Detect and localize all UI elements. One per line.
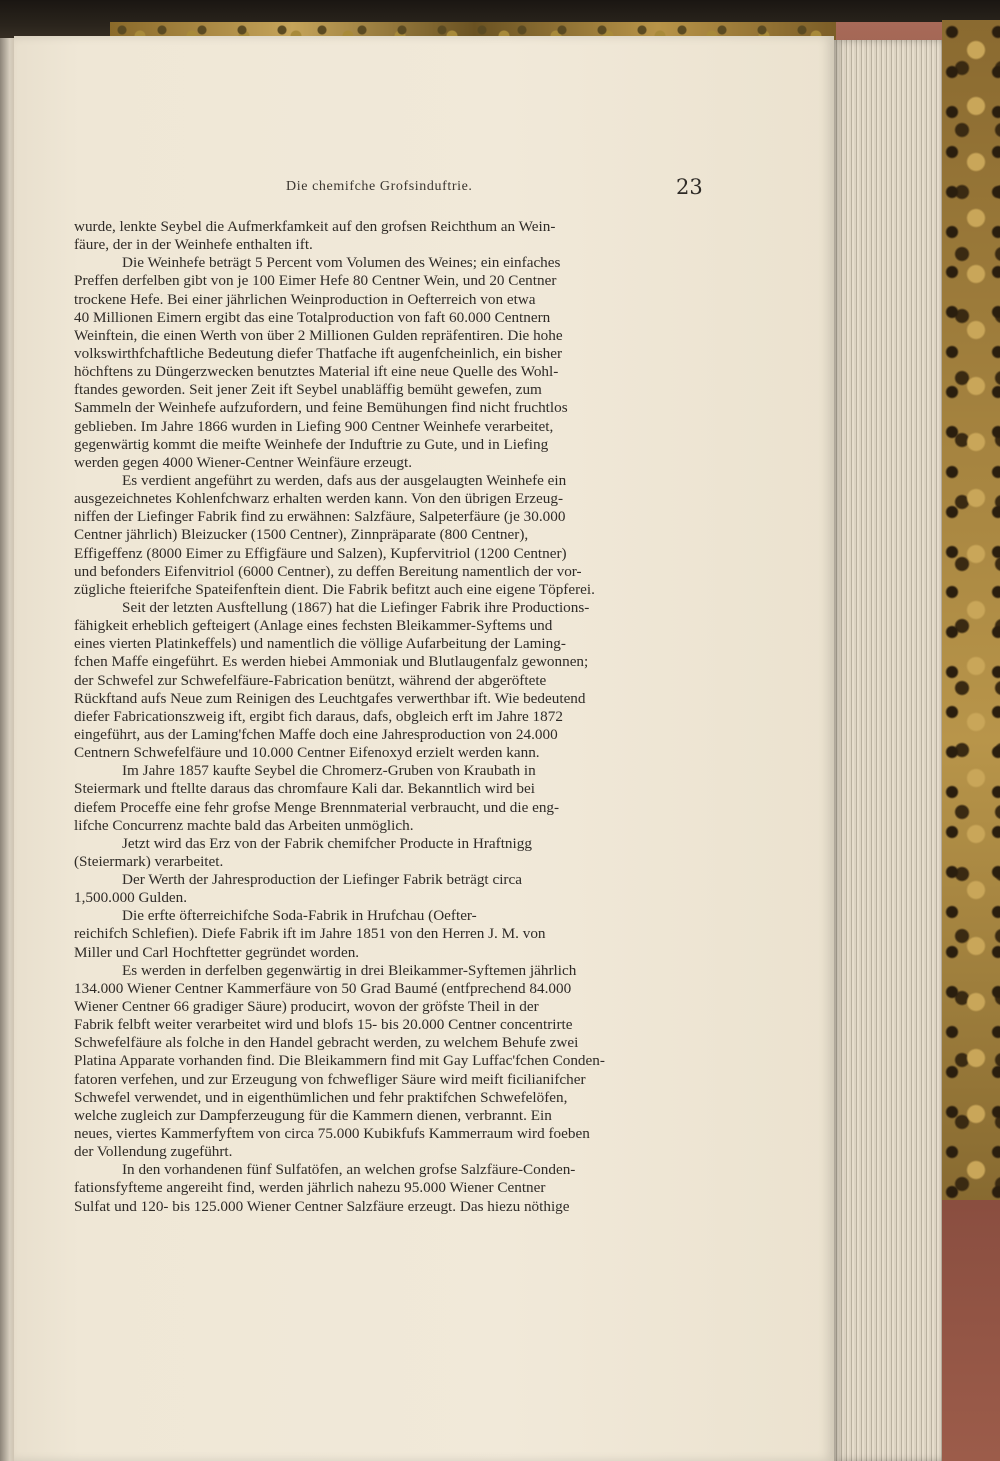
text-line: Preffen derfelben gibt von je 100 Eimer Hefe 80 Centner Wein, und 20 Centner [74,272,557,290]
text-line: Schwefel verwendet, und in eigenthümlichen und fehr praktifchen Schwefelöfen, [74,1088,568,1106]
text-line: 40 Millionen Eimern ergibt das eine Totalproduction von faft 60.000 Centnern [74,308,551,326]
text-line: fatoren verfehen, und zur Erzeugung von fchwefliger Säure wird meift ficilianifcher [74,1070,586,1088]
text-line: Platina Apparate vorhanden find. Die Bleikammern find mit Gay Luffac'fchen Conden- [74,1052,605,1070]
text-line: lifche Concurrenz machte bald das Arbeiten unmöglich. [74,816,414,834]
text-line: Es werden in derfelben gegenwärtig in drei Bleikammer-Syftemen jährlich [122,961,577,979]
body-text [74,218,698,1216]
facing-page-edge [0,38,14,1461]
text-line: fähigkeit erheblich gefteigert (Anlage eines fechsten Bleikammer-Syftems und [74,617,553,635]
text-line: Sammeln der Weinhefe aufzufordern, und feine Bemühungen find nicht fruchtlos [74,399,568,417]
text-line: wurde, lenkte Seybel die Aufmerkfamkeit auf den grofsen Reichthum an Wein- [74,218,556,235]
text-line: fchen Maffe eingeführt. Es werden hiebei Ammoniak und Blutlaugenfalz gewonnen; [74,653,589,671]
text-line: Seit der letzten Ausftellung (1867) hat die Liefinger Fabrik ihre Productions- [122,598,590,616]
text-line: Es verdient angeführt zu werden, dafs aus der ausgelaugten Weinhefe ein [122,471,567,489]
text-line: diefer Fabricationszweig ift, ergibt fich daraus, dafs, obgleich erft im Jahre 1872 [74,707,563,725]
text-line: ftandes geworden. Seit jener Zeit ift Seybel unabläffig bemüht gewefen, zum [74,381,542,399]
text-line: (Steiermark) verarbeitet. [74,852,224,870]
text-line: werden gegen 4000 Wiener-Centner Weinfäure erzeugt. [74,453,413,471]
text-line: gegenwärtig kommt die meifte Weinhefe der Induftrie zu Gute, und in Liefing [74,435,549,453]
text-line: Die erfte öfterreichifche Soda-Fabrik in Hrufchau (Oefter- [122,907,477,925]
text-line: fäure, der in der Weinhefe enthalten ift. [74,236,313,254]
text-line: reichifch Schlefien). Diefe Fabrik ift im Jahre 1851 von den Herren J. M. von [74,925,546,943]
text-line: Der Werth der Jahresproduction der Liefinger Fabrik beträgt circa [122,871,522,889]
text-line: Centner jährlich) Bleizucker (1500 Centner), Zinnpräparate (800 Centner), [74,526,529,544]
text-line: Jetzt wird das Erz von der Fabrik chemifcher Producte in Hraftnigg [122,834,532,852]
text-line: Wiener Centner 66 gradiger Säure) producirt, wovon der gröfste Theil in der [74,998,539,1016]
text-line: Miller und Carl Hochftetter gegründet worden. [74,943,360,961]
text-line: der Vollendung zugeführt. [74,1143,233,1161]
text-line: Rückftand aufs Neue zum Reinigen des Leuchtgafes verwerthbar ift. Wie bedeutend [74,689,586,707]
text-line: Schwefelfäure als folche in den Handel gebracht werden, zu welchem Behufe zwei [74,1034,579,1052]
text-line: diefem Proceffe eine fehr grofse Menge Brennmaterial verbraucht, und die eng- [74,798,560,816]
text-line: zügliche fteierifche Spateifenftein dient. Die Fabrik befitzt auch eine eigene Töpferei. [74,580,595,598]
text-line: eines vierten Platinkeffels) und namentlich die völlige Aufarbeitung der Laming- [74,635,566,653]
text-line: und befonders Eifenvitriol (6000 Centner), zu deffen Bereitung namentlich der vor- [74,562,582,580]
text-line: 134.000 Wiener Centner Kammerfäure von 50 Grad Baumé (entfprechend 84.000 [74,979,572,997]
text-line: volkswirthfchaftliche Bedeutung diefer Thatfache ift augenfcheinlich, ein bisher [74,344,563,362]
text-line: Im Jahre 1857 kaufte Seybel die Chromerz-Gruben von Kraubath in [122,762,536,780]
page-stack-edge [834,40,942,1461]
text-line: welche zugleich zur Dampferzeugung für die Kammern dienen, verbrannt. Ein [74,1106,552,1124]
text-line: Weinftein, die einen Werth von über 2 Millionen Gulden repräfentiren. Die hohe [74,326,563,344]
text-line: Effigeffenz (8000 Eimer zu Effigfäure und Salzen), Kupfervitriol (1200 Centner) [74,544,567,562]
text-line: geblieben. Im Jahre 1866 wurden in Liefing 900 Centner Weinhefe verarbeitet, [74,417,554,435]
text-line: Steiermark und ftellte daraus das chromfaure Kali dar. Bekanntlich wird bei [74,780,535,798]
text-line: Fabrik felbft weiter verarbeitet wird und blofs 15- bis 20.000 Centner concentrirte [74,1016,573,1034]
text-line: Die Weinhefe beträgt 5 Percent vom Volumen des Weines; ein einfaches [122,254,561,272]
text-line: neues, viertes Kammerfyftem von circa 75.000 Kubikfufs Kammerraum wird foeben [74,1125,590,1143]
text-line: 1,500.000 Gulden. [74,889,188,907]
text-line: höchftens zu Düngerzwecken benutztes Material ift eine neue Quelle des Wohl- [74,363,559,381]
text-line: niffen der Liefinger Fabrik find zu erwähnen: Salzfäure, Salpeterfäure (je 30.000 [74,508,566,526]
text-line: ausgezeichnetes Kohlenfchwarz erhalten werden kann. Von den übrigen Erzeug- [74,490,564,508]
page-number: 23 [676,175,703,199]
running-head: Die chemifche Grofsinduftrie. [286,179,473,194]
text-line: fationsfyfteme angereiht find, werden jährlich nahezu 95.000 Wiener Centner [74,1179,546,1197]
text-line: In den vorhandenen fünf Sulfatöfen, an welchen grofse Salzfäure-Conden- [122,1161,576,1179]
text-line: der Schwefel zur Schwefelfäure-Fabrication benützt, während der abgeröftete [74,671,547,689]
text-line: trockene Hefe. Bei einer jährlichen Weinproduction in Oefterreich von etwa [74,290,536,308]
text-line: Sulfat und 120- bis 125.000 Wiener Centner Salzfäure erzeugt. Das hiezu nöthige [74,1197,570,1215]
text-line: Centnern Schwefelfäure und 10.000 Centner Eifenoxyd erzielt werden kann. [74,744,540,762]
text-line: eingeführt, aus der Laming'fchen Maffe doch eine Jahresproduction von 24.000 [74,725,558,743]
